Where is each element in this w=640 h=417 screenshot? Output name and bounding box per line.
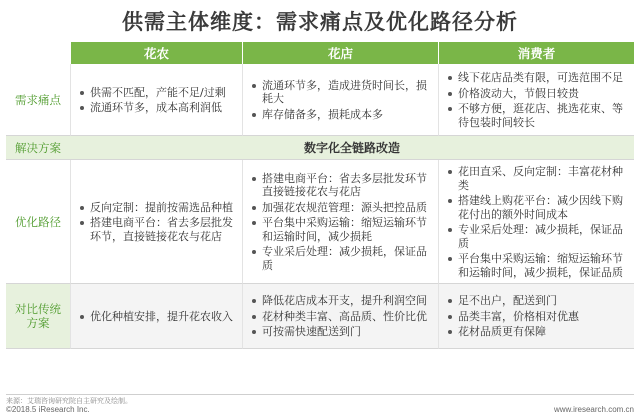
bullet-list (77, 84, 236, 117)
list-item: 加强花农规范管理：源头把控品质 (249, 201, 432, 215)
pain-points-grower (70, 64, 242, 136)
source-note: 来源：艾瑞咨询研究院自主研究及绘制。 (6, 397, 132, 405)
header-consumer: 消费者 (438, 42, 634, 64)
list-item: 花田直采、反向定制：丰富花材种类 (445, 165, 628, 192)
row-label-solution: 解决方案 (6, 136, 70, 160)
header-shop: 花店 (242, 42, 438, 64)
comparison-shop (242, 284, 438, 349)
solution-text: 数字化全链路改造 (70, 136, 634, 160)
list-item: 库存储备多，损耗成本多 (249, 108, 432, 122)
list-item: 足不出户，配送到门 (445, 294, 628, 308)
comparison-grower (70, 284, 242, 349)
bullet-list (445, 69, 628, 131)
copyright-text: ©2018.5 iResearch Inc. (6, 405, 90, 414)
list-item: 反向定制：提前按需选品种植 (77, 201, 236, 215)
list-item: 线下花店品类有限，可选范围不足 (445, 71, 628, 85)
list-item: 不够方便，逛花店、挑选花束、等待包装时间较长 (445, 102, 628, 129)
list-item: 搭建电商平台：省去多层批发环节，直接链接花农与花店 (77, 216, 236, 243)
pain-points-consumer (438, 64, 634, 136)
list-item: 可按需快速配送到门 (249, 325, 432, 339)
bullet-list (445, 292, 628, 341)
bullet-list (249, 170, 432, 275)
bullet-list (77, 308, 236, 326)
row-label-comparison: 对比传统方案 (6, 284, 70, 349)
optimization-grower (70, 160, 242, 284)
header-corner (6, 42, 70, 64)
optimization-shop (242, 160, 438, 284)
list-item: 搭建电商平台：省去多层批发环节直接链接花农与花店 (249, 172, 432, 199)
bullet-list (77, 199, 236, 246)
footer-divider (6, 394, 634, 395)
list-item: 流通环节多，成本高利润低 (77, 101, 236, 115)
list-item: 降低花店成本开支，提升利润空间 (249, 294, 432, 308)
pain-points-shop (242, 64, 438, 136)
optimization-consumer (438, 160, 634, 284)
header-grower: 花农 (70, 42, 242, 64)
row-label-optimization: 优化路径 (6, 160, 70, 284)
list-item: 花材种类丰富、高品质、性价比优 (249, 310, 432, 324)
bullet-list (249, 292, 432, 341)
list-item: 优化种植安排，提升花农收入 (77, 310, 236, 324)
list-item: 专业采后处理：减少损耗，保证品质 (249, 245, 432, 272)
comparison-consumer (438, 284, 634, 349)
list-item: 流通环节多，造成进货时间长，损耗大 (249, 79, 432, 106)
list-item: 品类丰富，价格相对优惠 (445, 310, 628, 324)
bullet-list (249, 77, 432, 124)
list-item: 供需不匹配，产能不足/过剩 (77, 86, 236, 100)
page-title: 供需主体维度：需求痛点及优化路径分析 (122, 10, 518, 34)
list-item: 价格波动大，节假日较贵 (445, 87, 628, 101)
row-label-pain-points: 需求痛点 (6, 64, 70, 136)
list-item: 平台集中采购运输：缩短运输环节和运输时间，减少损耗 (249, 216, 432, 243)
website-text: www.iresearch.com.cn (553, 405, 634, 414)
list-item: 专业采后处理：减少损耗，保证品质 (445, 223, 628, 250)
list-item: 花材品质更有保障 (445, 325, 628, 339)
analysis-table (6, 42, 634, 349)
bullet-list (445, 163, 628, 281)
list-item: 搭建线上购花平台：减少因线下购花付出的额外时间成本 (445, 194, 628, 221)
list-item: 平台集中采购运输：缩短运输环节和运输时间，减少损耗，保证品质 (445, 252, 628, 279)
